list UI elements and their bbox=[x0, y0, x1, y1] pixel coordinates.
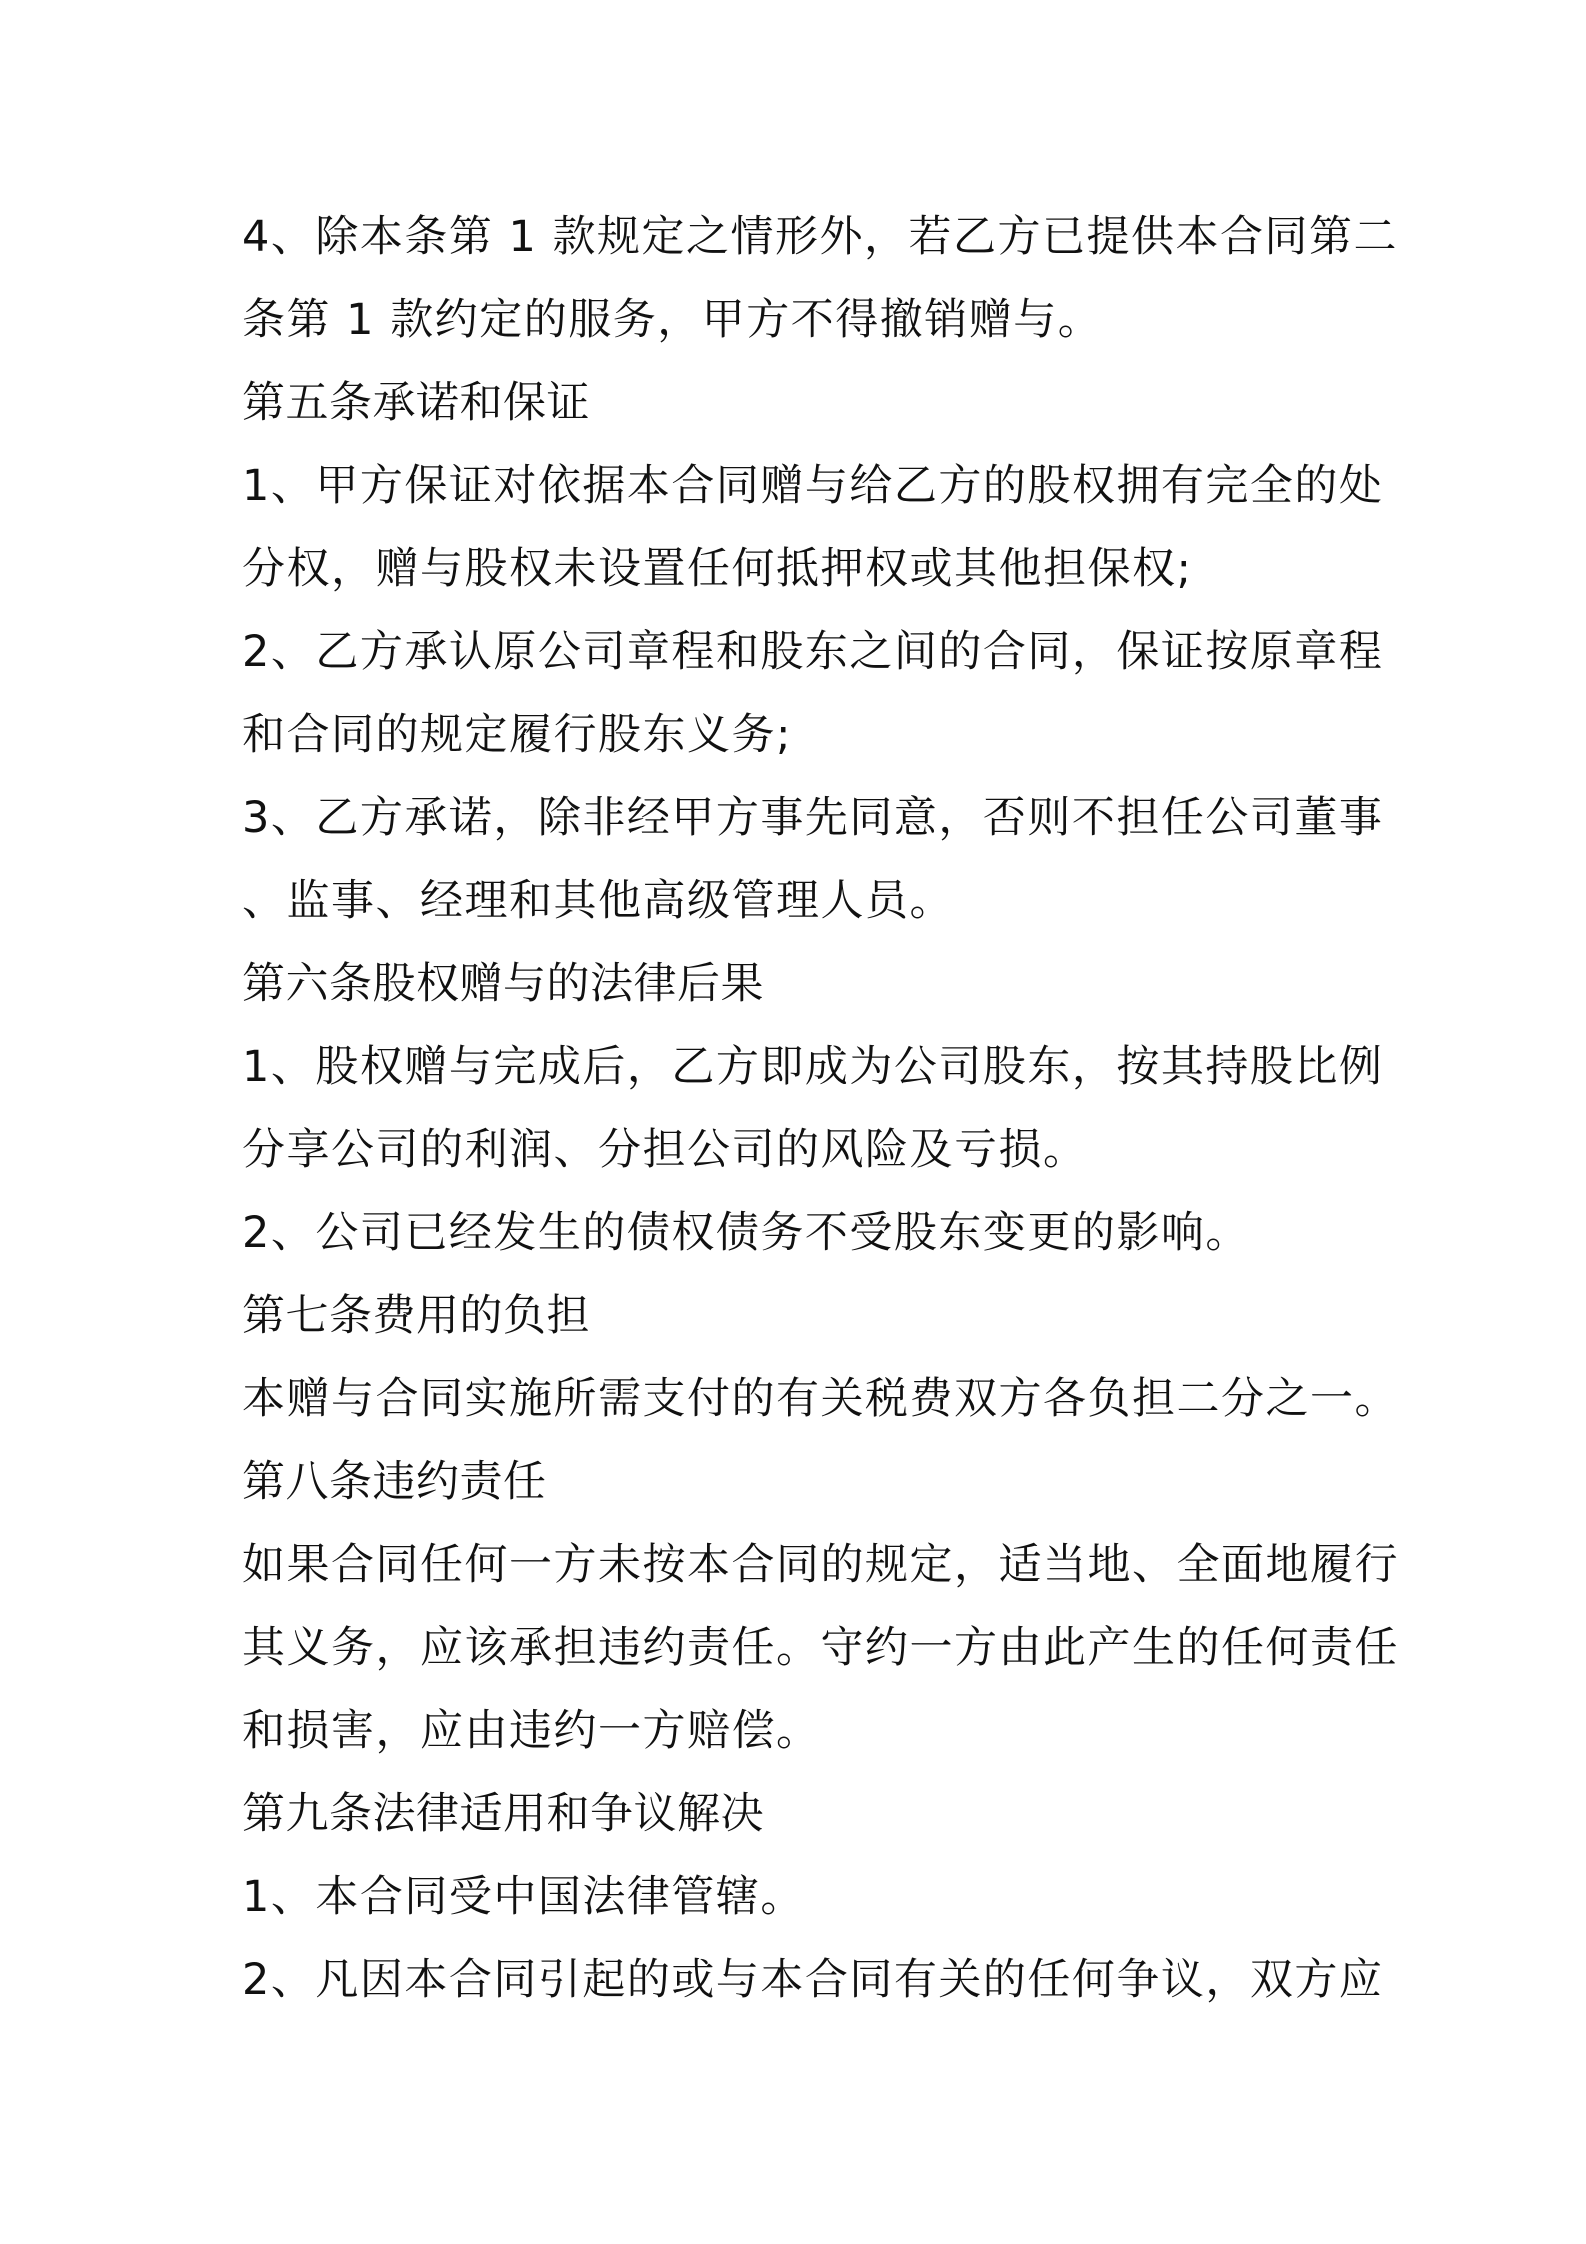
section-heading: 第九条法律适用和争议解决 bbox=[242, 1789, 764, 1839]
text-line: 其义务，应该承担违约责任。守约一方由此产生的任何责任 bbox=[242, 1623, 1399, 1673]
text-line: 和合同的规定履行股东义务; bbox=[242, 710, 792, 760]
text-line: 1、甲方保证对依据本合同赠与给乙方的股权拥有完全的处 bbox=[242, 461, 1384, 511]
text-line: 如果合同任何一方未按本合同的规定，适当地、全面地履行 bbox=[242, 1540, 1399, 1590]
text-line: 本赠与合同实施所需支付的有关税费双方各负担二分之一。 bbox=[242, 1374, 1399, 1424]
section-heading: 第八条违约责任 bbox=[242, 1457, 547, 1507]
text-line: 3、乙方承诺，除非经甲方事先同意，否则不担任公司董事 bbox=[242, 793, 1384, 843]
text-line: 、监事、经理和其他高级管理人员。 bbox=[242, 876, 954, 926]
text-line: 4、除本条第 1 款规定之情形外，若乙方已提供本合同第二 bbox=[242, 212, 1399, 262]
text-line: 和损害，应由违约一方赔偿。 bbox=[242, 1706, 821, 1756]
text-line: 2、凡因本合同引起的或与本合同有关的任何争议，双方应 bbox=[242, 1955, 1384, 2005]
section-heading: 第六条股权赠与的法律后果 bbox=[242, 959, 764, 1009]
text-line: 2、乙方承认原公司章程和股东之间的合同，保证按原章程 bbox=[242, 627, 1384, 677]
text-line: 分享公司的利润、分担公司的风险及亏损。 bbox=[242, 1125, 1088, 1175]
text-line: 条第 1 款约定的服务，甲方不得撤销赠与。 bbox=[242, 295, 1103, 345]
document-body bbox=[242, 196, 1399, 2022]
text-line: 1、股权赠与完成后，乙方即成为公司股东，按其持股比例 bbox=[242, 1042, 1384, 1092]
section-heading: 第五条承诺和保证 bbox=[242, 378, 590, 428]
section-heading: 第七条费用的负担 bbox=[242, 1291, 590, 1341]
text-line: 2、公司已经发生的债权债务不受股东变更的影响。 bbox=[242, 1208, 1250, 1258]
text-line: 分权，赠与股权未设置任何抵押权或其他担保权; bbox=[242, 544, 1193, 594]
text-line: 1、本合同受中国法律管辖。 bbox=[242, 1872, 805, 1922]
